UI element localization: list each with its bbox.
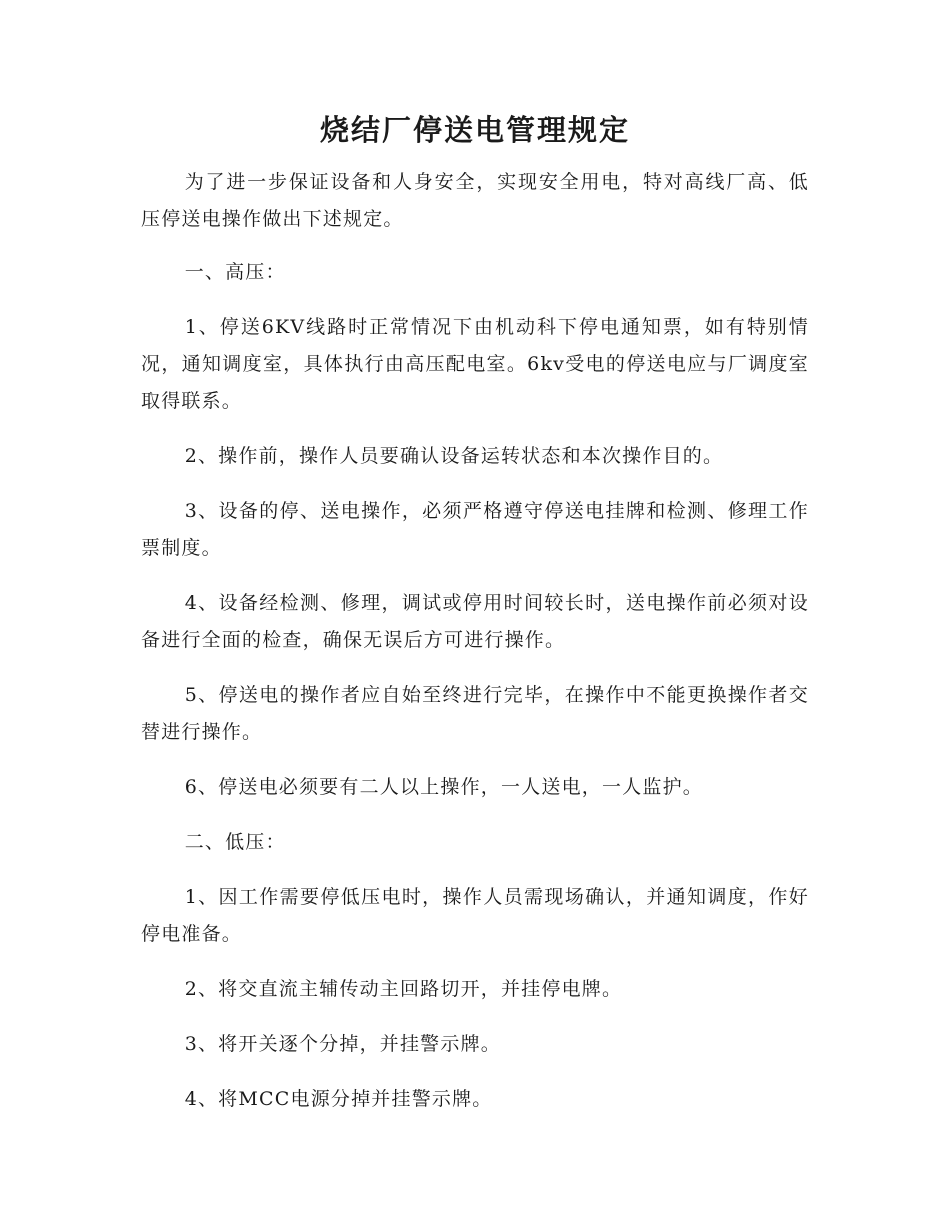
low-voltage-item-4: 4、将MCC电源分掉并挂警示牌。 — [184, 1088, 493, 1110]
high-voltage-item-4: 4、设备经检测、修理，调试或停用时间较长时，送电操作前必须对设备进行全面的检查，确保无误后方可进行操作。 — [141, 592, 809, 651]
low-voltage-item-2: 2、将交直流主辅传动主回路切开，并挂停电牌。 — [184, 978, 623, 1000]
high-voltage-item-3: 3、设备的停、送电操作，必须严格遵守停送电挂牌和检测、修理工作票制度。 — [141, 500, 809, 559]
intro-paragraph: 为了进一步保证设备和人身安全，实现安全用电，特对高线厂高、低压停送电操作做出下述规定。 — [141, 171, 809, 230]
high-voltage-item-5: 5、停送电的操作者应自始至终进行完毕，在操作中不能更换操作者交替进行操作。 — [141, 684, 809, 743]
section-heading-high-voltage: 一、高压： — [184, 261, 286, 283]
high-voltage-item-6: 6、停送电必须要有二人以上操作，一人送电，一人监护。 — [184, 776, 703, 798]
low-voltage-item-3: 3、将开关逐个分掉，并挂警示牌。 — [184, 1033, 501, 1055]
document-title: 烧结厂停送电管理规定 — [319, 113, 630, 147]
low-voltage-item-1: 1、因工作需要停低压电时，操作人员需现场确认，并通知调度，作好停电准备。 — [141, 886, 809, 945]
high-voltage-item-2: 2、操作前，操作人员要确认设备运转状态和本次操作目的。 — [184, 445, 724, 467]
document-body — [141, 164, 809, 1136]
section-heading-low-voltage: 二、低压： — [184, 831, 286, 853]
high-voltage-item-1: 1、停送6KV线路时正常情况下由机动科下停电通知票，如有特别情况，通知调度室，具体执行由高压配电室。6kv受电的停送电应与厂调度室取得联系。 — [141, 316, 809, 412]
